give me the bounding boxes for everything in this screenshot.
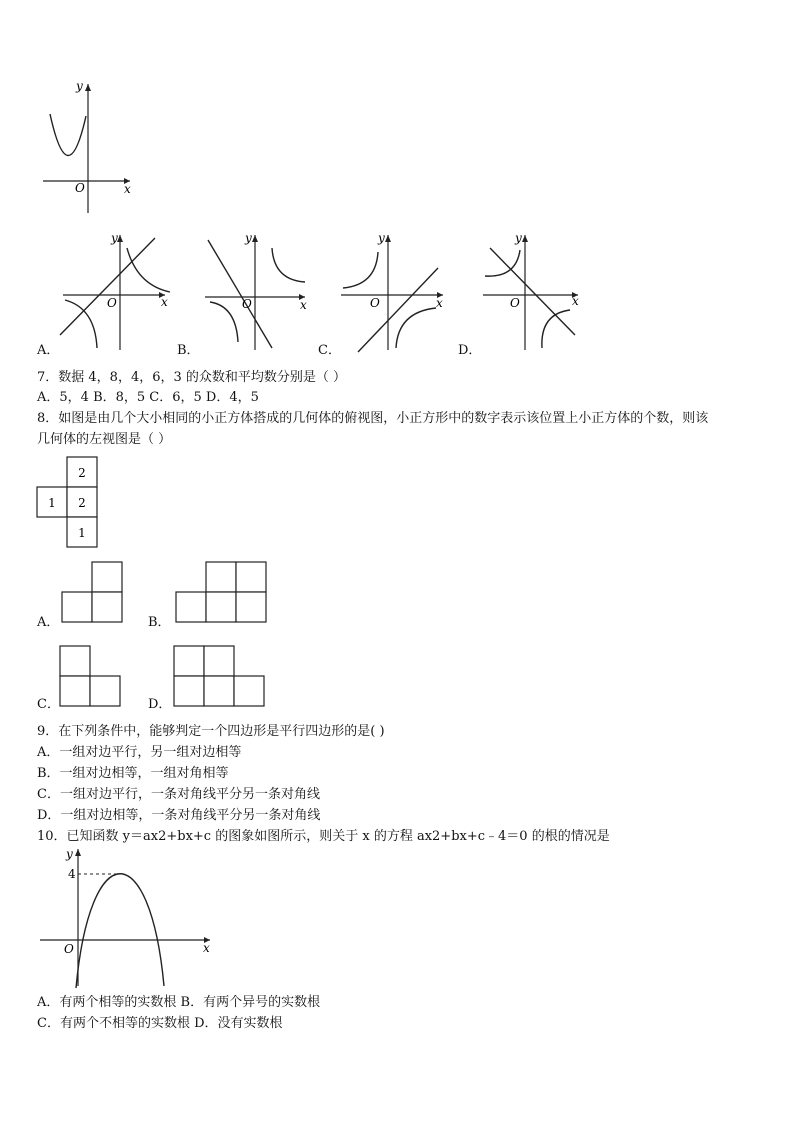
- svg-text:O: O: [510, 296, 520, 310]
- svg-text:O: O: [370, 296, 380, 310]
- q6-option-d-label[interactable]: D．: [458, 343, 482, 358]
- hyperbola-branch: [127, 248, 170, 292]
- q8-option-d-label[interactable]: D．: [148, 697, 172, 712]
- y-label: y: [76, 79, 83, 93]
- q6-option-a-label[interactable]: A．: [37, 343, 60, 358]
- q10-stem: 10．已知函数 y＝ax2+bx+c 的图象如图所示，则关于 x 的方程 ax2+bx+c﹣4＝0 的根的情况是: [37, 829, 610, 844]
- q10-options-line1[interactable]: A．有两个相等的实数根 B．有两个异号的实数根: [37, 995, 321, 1010]
- q10-parabola-graph: [38, 846, 218, 991]
- svg-text:O: O: [64, 942, 74, 956]
- max-label: 4: [68, 867, 76, 881]
- svg-text:y: y: [66, 847, 73, 861]
- q7-stem: 7．数据 4，8，4，6，3 的众数和平均数分别是（ ）: [37, 370, 347, 385]
- y-arrow-icon: [117, 235, 123, 242]
- q8-stem-line1: 8．如图是由几个大小相同的小正方体搭成的几何体的俯视图，小正方形中的数字表示该位置上小正方体的个数，则该: [37, 411, 709, 426]
- line-graph: [490, 248, 575, 335]
- q6-option-a-graph: [55, 230, 175, 355]
- q8-option-c-label[interactable]: C．: [37, 697, 60, 712]
- svg-text:y: y: [111, 231, 118, 245]
- q8-option-b-label[interactable]: B．: [148, 615, 171, 630]
- y-arrow-icon: [75, 849, 81, 856]
- svg-text:x: x: [203, 941, 210, 955]
- q9-option-a[interactable]: A．一组对边平行，另一组对边相等: [37, 745, 242, 760]
- svg-text:y: y: [515, 231, 522, 245]
- parabola-curve: [76, 874, 164, 988]
- y-arrow-icon: [385, 235, 391, 242]
- q6-option-c-label[interactable]: C．: [318, 343, 341, 358]
- svg-text:x: x: [161, 295, 168, 309]
- hyperbola-branch: [272, 248, 305, 282]
- grid-number: 1: [78, 526, 86, 540]
- q6-parabola-graph: [38, 78, 148, 218]
- svg-text:O: O: [242, 297, 252, 311]
- y-arrow-icon: [252, 235, 258, 242]
- hyperbola-branch: [396, 308, 436, 348]
- q8-top-view-grid: [36, 455, 106, 550]
- y-arrow-icon: [85, 84, 91, 91]
- q9-stem: 9．在下列条件中，能够判定一个四边形是平行四边形的是( ): [37, 724, 385, 739]
- q6-option-b-label[interactable]: B．: [177, 343, 200, 358]
- hyperbola-branch: [343, 252, 378, 288]
- q8-option-d-view: [173, 645, 268, 710]
- svg-text:x: x: [572, 294, 579, 308]
- q8-option-a-label[interactable]: A．: [37, 615, 60, 630]
- x-label: x: [124, 182, 131, 196]
- line-graph: [208, 240, 272, 348]
- q6-option-b-graph: [200, 230, 315, 355]
- line-graph: [60, 238, 155, 335]
- q6-option-c-graph: [338, 230, 453, 355]
- q10-options-line2[interactable]: C．有两个不相等的实数根 D．没有实数根: [37, 1016, 283, 1031]
- svg-text:x: x: [300, 298, 307, 312]
- y-arrow-icon: [522, 235, 528, 242]
- q8-option-b-view: [176, 561, 271, 626]
- q9-option-b[interactable]: B．一组对边相等，一组对角相等: [37, 766, 229, 781]
- origin-label: O: [75, 181, 85, 195]
- q9-option-c[interactable]: C．一组对边平行，一条对角线平分另一条对角线: [37, 787, 320, 802]
- parabola-curve: [50, 114, 86, 156]
- svg-text:y: y: [378, 231, 385, 245]
- hyperbola-branch: [210, 302, 238, 342]
- q7-options[interactable]: A．5，4 B．8，5 C．6，5 D．4，5: [37, 390, 259, 405]
- q8-option-a-view: [62, 561, 127, 626]
- grid-number: 2: [78, 496, 86, 510]
- q6-option-d-graph: [480, 230, 595, 355]
- svg-text:y: y: [245, 231, 252, 245]
- grid-number: 2: [78, 466, 86, 480]
- grid-number: 1: [48, 496, 56, 510]
- q8-stem-line2: 几何体的左视图是（ ）: [37, 432, 172, 447]
- q8-option-c-view: [59, 645, 124, 710]
- svg-text:O: O: [107, 296, 117, 310]
- hyperbola-branch: [485, 250, 520, 276]
- svg-text:x: x: [436, 296, 443, 310]
- q9-option-d[interactable]: D．一组对边相等，一条对角线平分另一条对角线: [37, 808, 321, 823]
